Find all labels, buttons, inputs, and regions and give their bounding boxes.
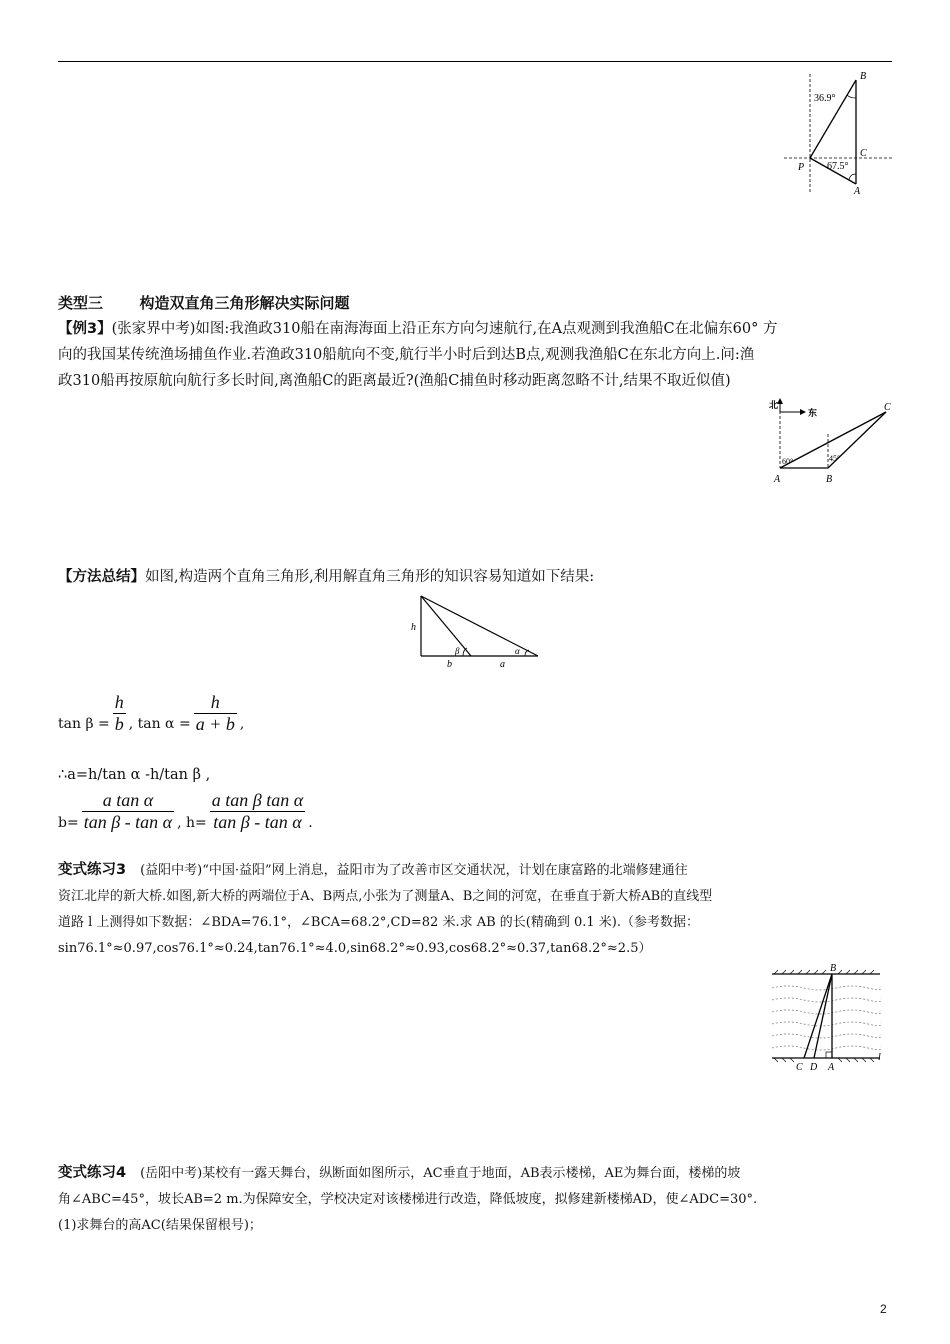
- figure-double-right-triangle: [405, 592, 545, 670]
- h-den: tan β - tan α: [213, 811, 302, 832]
- b-num: a tan α: [82, 790, 174, 812]
- example-line-3: 政310船再按原航向航行多长时间,离渔船C的距离最近?(渔船C捕鱼时移动距离忽略不计,结果不取近似值): [58, 373, 731, 389]
- example-3: [58, 316, 777, 394]
- h-prefix: , h=: [177, 815, 207, 831]
- fig3-label-a: a: [500, 659, 505, 670]
- exercise-4: [58, 1160, 757, 1239]
- tana-num: h: [194, 692, 237, 714]
- ex4-line-3: (1)求舞台的高AC(结果保留根号)；: [58, 1218, 262, 1233]
- ex3-line-3: 道路 l 上测得如下数据：∠BDA=76.1°，∠BCA=68.2°,CD=82 米.求 AB 的长(精确到 0.1 米).（参考数据：: [58, 915, 699, 930]
- formula-b-h: [58, 786, 313, 836]
- fig2-a60: 60°: [782, 457, 794, 466]
- fig3-beta: β: [455, 646, 460, 656]
- fig2-label-c: C: [884, 402, 891, 413]
- h-num: a tan β tan α: [211, 789, 304, 810]
- fig4-label-l: l: [878, 1052, 881, 1063]
- fig4-label-c: C: [796, 1062, 803, 1073]
- b-den: tan β - tan α: [83, 811, 173, 832]
- method-text: 如图,构造两个直角三角形,利用解直角三角形的知识容易知道如下结果:: [145, 569, 595, 585]
- fig1-angle-bottom: 67.5°: [827, 161, 849, 172]
- fig4-label-d: D: [810, 1062, 818, 1073]
- example-line-1: (张家界中考)如图:我渔政310船在南海海面上沿正东方向匀速航行,在A点观测到我渔船C在北偏东60° 方: [111, 321, 778, 337]
- formula-end1: ,: [239, 716, 245, 732]
- exercise-3: [58, 857, 712, 962]
- fig4-label-b: B: [830, 963, 837, 974]
- fig3-label-b: b: [447, 659, 452, 670]
- method-tag: 【方法总结】: [58, 569, 145, 585]
- page-number: 2: [880, 1302, 887, 1316]
- b-prefix: b=: [58, 815, 79, 831]
- formula-tan: [58, 688, 244, 738]
- tanb-den: b: [114, 713, 124, 734]
- formula-a: ∴a=h/tan α -h/tan β ,: [58, 767, 211, 783]
- ex3-line-1: (益阳中考)“中国·益阳”网上消息，益阳市为了改善市区交通状况，计划在康富路的北端修建通往: [140, 863, 688, 878]
- method-summary: [58, 564, 594, 590]
- fig1-angle-top: 36.9°: [814, 93, 836, 104]
- ex3-line-4: sin76.1°≈0.97,cos76.1°≈0.24,tan76.1°≈4.0,sin68.2°≈0.93,cos68.2°≈0.37,tan68.2°≈2.5）: [58, 941, 652, 956]
- ex3-line-2: 资江北岸的新大桥.如图,新大桥的两端位于A、B两点,小张为了测量A、B之间的河宽，在垂直于新大桥AB的直线型: [58, 889, 713, 904]
- figure-boats: [762, 398, 902, 488]
- formula-end: .: [308, 815, 313, 831]
- tanb-num: h: [114, 691, 124, 712]
- tana-prefix: , tan α =: [128, 716, 191, 732]
- figure-bridge: [768, 962, 890, 1074]
- ex4-tag: 变式练习4: [58, 1165, 127, 1181]
- fig2-label-a: A: [774, 474, 781, 485]
- example-tag: 【例3】: [58, 321, 112, 337]
- fig4-label-a: A: [828, 1062, 835, 1073]
- figure-ship-triangle: [780, 68, 900, 198]
- fig2-east: 东: [808, 408, 818, 418]
- ex3-tag: 变式练习3: [58, 862, 127, 878]
- fig1-label-a: A: [854, 186, 861, 197]
- tanb-fraction: [113, 692, 126, 735]
- fig3-label-h: h: [411, 622, 416, 633]
- example-line-2: 向的我国某传统渔场捕鱼作业.若渔政310船航向不变,航行半小时后到达B点,观测我渔船C在东北方向上.问:渔: [58, 347, 755, 363]
- tana-den: a + b: [195, 713, 235, 734]
- b-fraction: [82, 790, 174, 833]
- tana-fraction: [194, 692, 237, 735]
- section-title-prefix: 类型三: [58, 294, 104, 312]
- fig2-a45: 45°: [829, 454, 841, 463]
- tanb-prefix: tan β =: [58, 716, 110, 732]
- fig1-label-p: P: [798, 162, 805, 173]
- ex4-line-2: 角∠ABC=45°，坡长AB=2 m.为保障安全，学校决定对该楼梯进行改造，降低坡度，拟修建新楼梯AD，使∠ADC=30°.: [58, 1192, 758, 1207]
- fig3-alpha: α: [515, 646, 520, 656]
- section-title: [58, 290, 350, 316]
- fig1-label-c: C: [860, 148, 867, 159]
- fig2-north: 北: [769, 400, 779, 410]
- header-rule: [58, 61, 892, 62]
- section-title-text: 构造双直角三角形解决实际问题: [139, 294, 350, 312]
- fig2-label-b: B: [826, 474, 833, 485]
- h-fraction: [210, 790, 305, 833]
- ex4-line-1: (岳阳中考)某校有一露天舞台，纵断面如图所示，AC垂直于地面，AB表示楼梯，AE为舞台面，楼梯的坡: [140, 1166, 741, 1181]
- fig1-label-b: B: [860, 71, 867, 82]
